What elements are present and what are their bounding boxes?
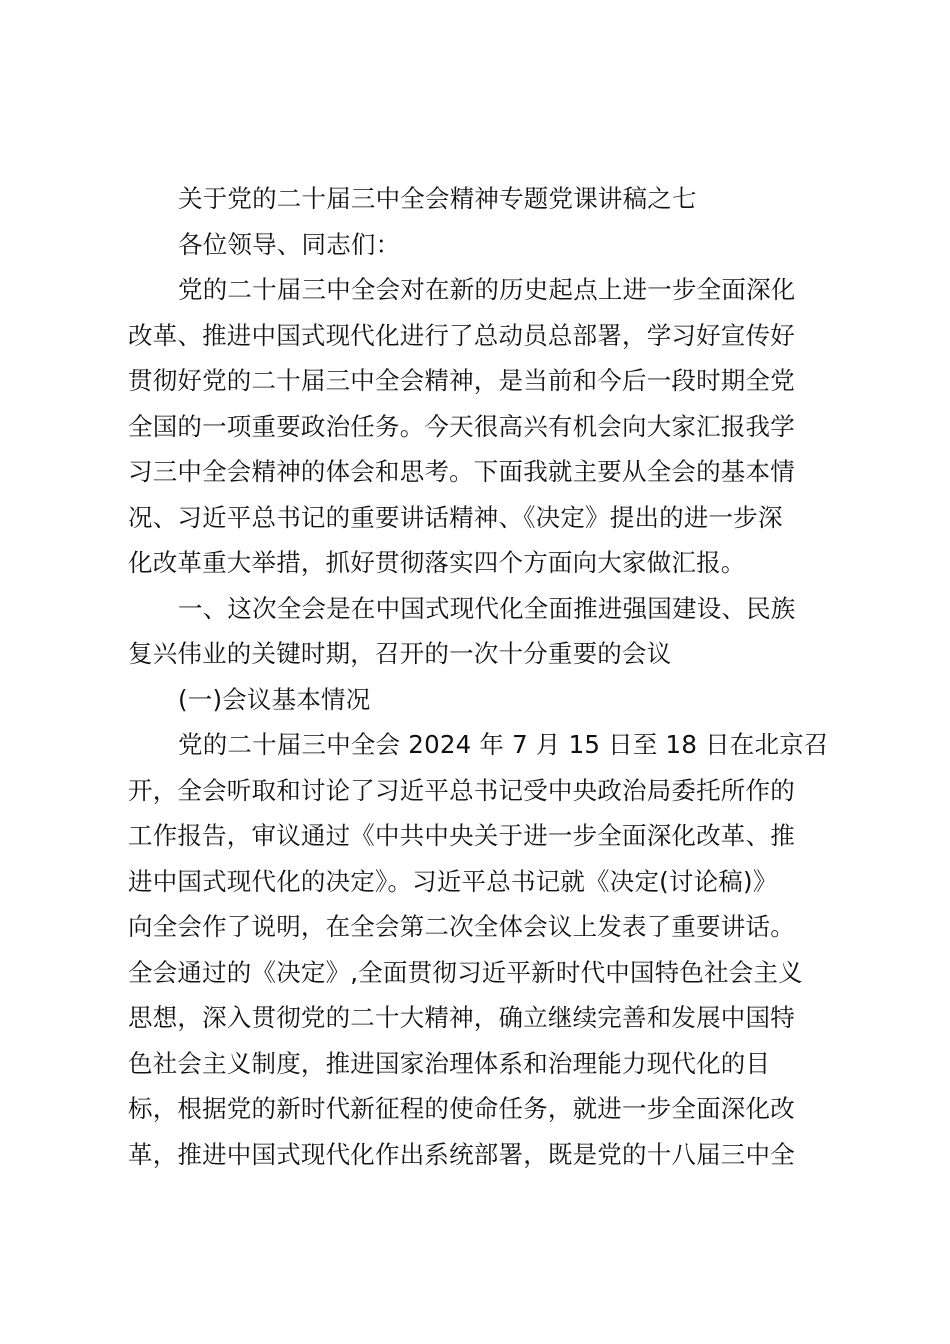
document-body — [128, 176, 828, 1177]
greeting: 各位领导、同志们： — [178, 229, 401, 259]
paragraph-line: 革，推进中国式现代化作出系统部署，既是党的十八届三中全 — [128, 1139, 795, 1169]
paragraph-line: 思想，深入贯彻党的二十大精神，确立继续完善和发展中国特 — [128, 1003, 795, 1032]
paragraph-line: 党的二十届三中全会 2024 年 7 月 15 日至 18 日在北京召 — [178, 730, 829, 759]
paragraph-line: 改革、推进中国式现代化进行了总动员总部署，学习好宣传好 — [128, 320, 795, 350]
paragraph-line: 习三中全会精神的体会和思考。下面我就主要从全会的基本情 — [128, 457, 795, 486]
paragraph-line: 贯彻好党的二十届三中全会精神，是当前和今后一段时期全党 — [128, 366, 795, 395]
paragraph-line: 况、习近平总书记的重要讲话精神、《决定》提出的进一步深 — [128, 502, 783, 532]
paragraph-line: 党的二十届三中全会对在新的历史起点上进一步全面深化 — [178, 275, 796, 304]
paragraph-meeting-info — [128, 722, 828, 1177]
subsection-heading: (一)会议基本情况 — [178, 684, 371, 714]
paragraph-line: 向全会作了说明，在全会第二次全体会议上发表了重要讲话。 — [128, 912, 795, 941]
paragraph-line: 工作报告，审议通过《中共中央关于进一步全面深化改革、推 — [128, 821, 795, 850]
paragraph-line: 色社会主义制度，推进国家治理体系和治理能力现代化的目 — [128, 1048, 771, 1078]
section-heading — [128, 586, 828, 677]
paragraph-line: 标，根据党的新时代新征程的使命任务，就进一步全面深化改 — [128, 1094, 795, 1123]
section-heading-line: 一、这次全会是在中国式现代化全面推进强国建设、民族 — [178, 593, 796, 623]
paragraph-line: 化改革重大举措，抓好贯彻落实四个方面向大家做汇报。 — [128, 548, 746, 577]
paragraph-line: 全国的一项重要政治任务。今天很高兴有机会向大家汇报我学 — [128, 411, 795, 441]
paragraph-line: 进中国式现代化的决定》。习近平总书记就《决定(讨论稿)》 — [128, 866, 778, 896]
paragraph-line: 开，全会听取和讨论了习近平总书记受中央政治局委托所作的 — [128, 775, 795, 805]
document-title: 关于党的二十届三中全会精神专题党课讲稿之七 — [178, 184, 697, 213]
paragraph-line: 全会通过的《决定》,全面贯彻习近平新时代中国特色社会主义 — [128, 957, 803, 987]
paragraph-intro — [128, 267, 828, 586]
section-heading-line: 复兴伟业的关键时期，召开的一次十分重要的会议 — [128, 639, 672, 668]
